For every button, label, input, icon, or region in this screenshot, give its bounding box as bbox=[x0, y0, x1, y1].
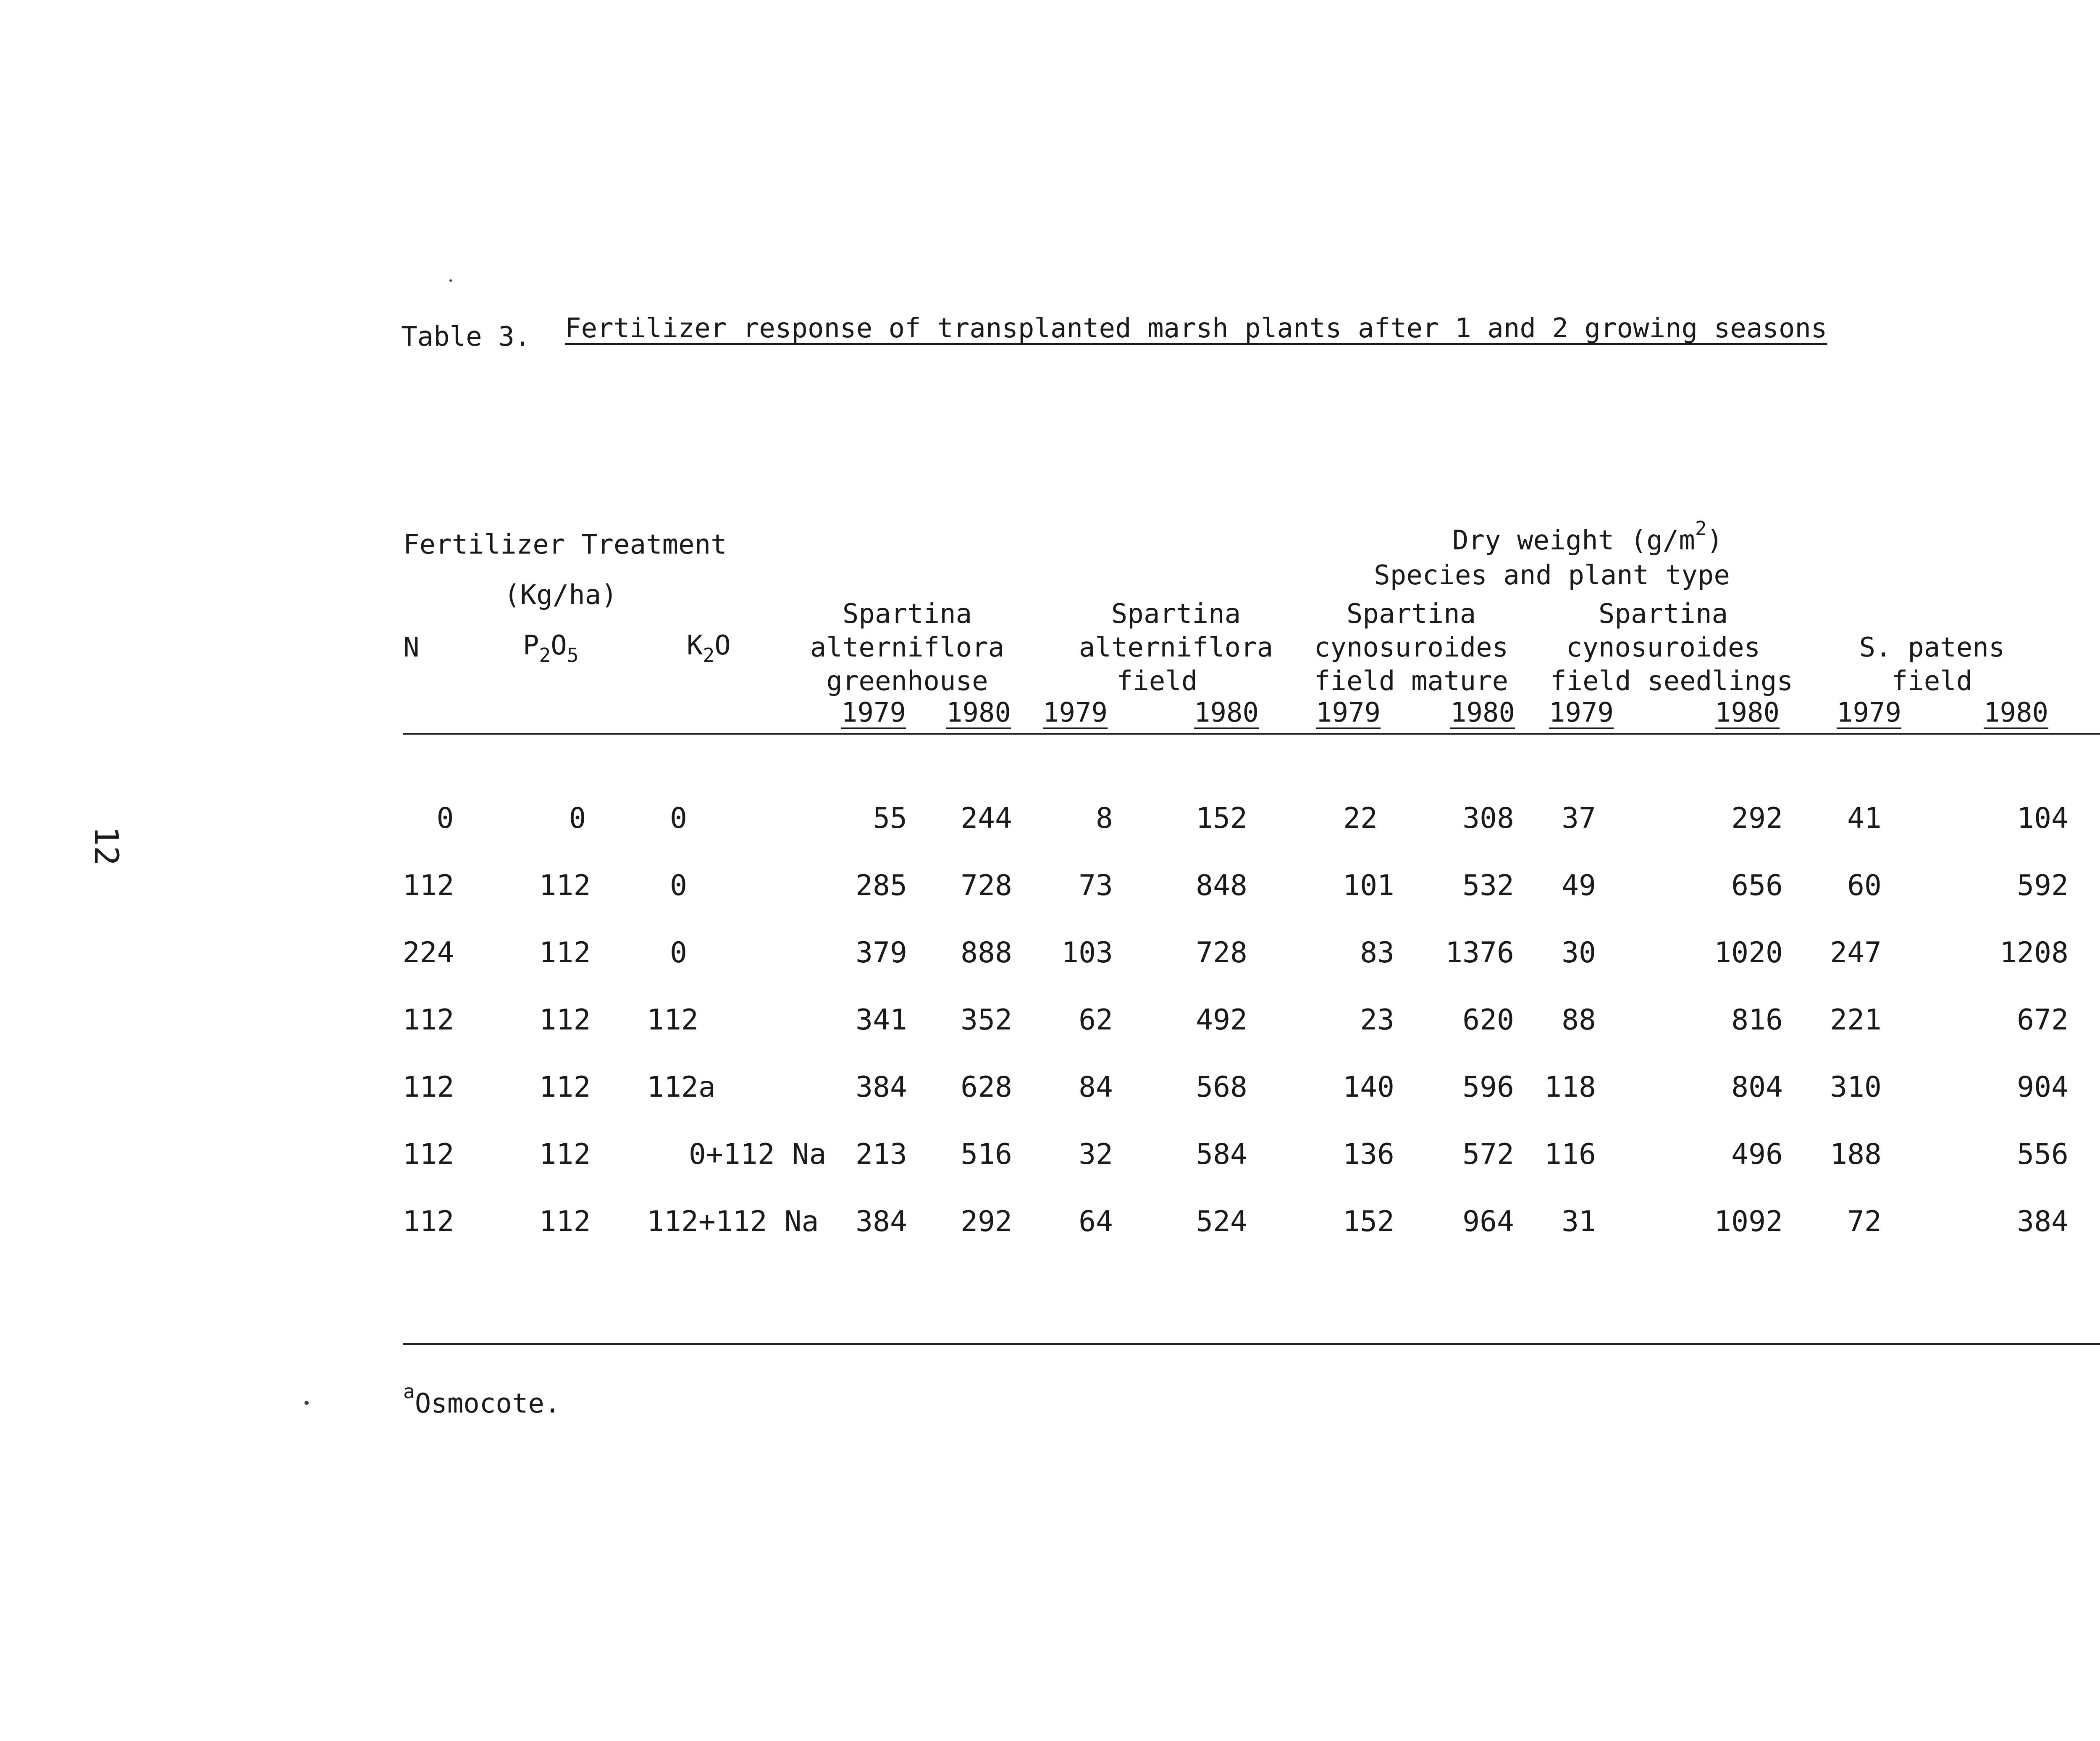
n-cell: 112 bbox=[402, 1071, 454, 1104]
value-cell: 31 bbox=[1562, 1205, 1596, 1238]
value-cell: 532 bbox=[1462, 869, 1514, 902]
value-cell: 8 bbox=[1096, 802, 1113, 835]
species-line2: alterniflora bbox=[1079, 632, 1273, 663]
value-cell: 292 bbox=[1731, 802, 1783, 835]
n-cell: 0 bbox=[436, 802, 454, 835]
species-line3: field bbox=[1891, 666, 1973, 697]
n-cell: 112 bbox=[402, 1138, 454, 1171]
year-header: 1979 bbox=[1549, 697, 1614, 728]
year-header: 1979 bbox=[841, 697, 906, 728]
units-label: (Kg/ha) bbox=[504, 580, 617, 611]
n-cell: 112 bbox=[402, 1205, 454, 1238]
value-cell: 285 bbox=[856, 869, 907, 902]
p-cell: 112 bbox=[539, 1138, 591, 1171]
value-cell: 116 bbox=[1544, 1138, 1596, 1171]
page-number: 12 bbox=[87, 826, 125, 866]
value-cell: 30 bbox=[1562, 936, 1596, 969]
value-cell: 672 bbox=[2017, 1003, 2068, 1037]
value-cell: 104 bbox=[2017, 802, 2068, 835]
value-cell: 628 bbox=[961, 1071, 1012, 1104]
value-cell: 596 bbox=[1462, 1071, 1514, 1104]
value-cell: 964 bbox=[1462, 1205, 1514, 1238]
value-cell: 384 bbox=[856, 1205, 907, 1238]
year-header: 1980 bbox=[1714, 697, 1780, 728]
value-cell: 1208 bbox=[2000, 936, 2068, 969]
value-cell: 384 bbox=[856, 1071, 907, 1104]
value-cell: 384 bbox=[2017, 1205, 2068, 1238]
species-line1: Spartina bbox=[1598, 599, 1728, 630]
value-cell: 62 bbox=[1079, 1003, 1113, 1037]
p-cell: 112 bbox=[539, 936, 591, 969]
value-cell: 221 bbox=[1830, 1003, 1882, 1037]
p-cell: 0 bbox=[569, 802, 586, 835]
value-cell: 152 bbox=[1343, 1205, 1394, 1238]
value-cell: 41 bbox=[1847, 802, 1882, 835]
footnote: $^a$Osmocote. bbox=[403, 1380, 561, 1419]
value-cell: 84 bbox=[1079, 1071, 1113, 1104]
value-cell: 213 bbox=[856, 1138, 907, 1171]
value-cell: 247 bbox=[1830, 936, 1882, 969]
species-line3: field mature bbox=[1314, 666, 1509, 697]
footer-rule bbox=[403, 1343, 2100, 1345]
value-cell: 496 bbox=[1731, 1138, 1783, 1171]
p-cell: 112 bbox=[539, 1003, 591, 1037]
value-cell: 308 bbox=[1462, 802, 1514, 835]
value-cell: 152 bbox=[1196, 802, 1247, 835]
year-header: 1980 bbox=[1450, 697, 1515, 728]
value-cell: 88 bbox=[1562, 1003, 1596, 1037]
year-header: 1980 bbox=[1194, 697, 1259, 728]
scan-speck bbox=[304, 1401, 309, 1405]
value-cell: 310 bbox=[1830, 1071, 1882, 1104]
value-cell: 1092 bbox=[1714, 1205, 1783, 1238]
value-cell: 584 bbox=[1196, 1138, 1247, 1171]
value-cell: 136 bbox=[1343, 1138, 1394, 1171]
species-line1: Spartina bbox=[1111, 599, 1241, 630]
species-line3: field seedlings bbox=[1550, 666, 1793, 697]
table-title: Fertilizer response of transplanted marsh plants after 1 and 2 growing seasons bbox=[565, 313, 1827, 344]
value-cell: 55 bbox=[873, 802, 907, 835]
value-cell: 22 bbox=[1343, 802, 1378, 835]
value-cell: 244 bbox=[961, 802, 1012, 835]
value-cell: 728 bbox=[961, 869, 1012, 902]
header-rule bbox=[403, 733, 2100, 735]
value-cell: 37 bbox=[1562, 802, 1596, 835]
k-cell: 0 bbox=[670, 802, 687, 835]
value-cell: 656 bbox=[1731, 869, 1783, 902]
value-cell: 620 bbox=[1462, 1003, 1514, 1037]
k-cell: 112+112 Na bbox=[647, 1205, 819, 1238]
value-cell: 816 bbox=[1731, 1003, 1783, 1037]
value-cell: 101 bbox=[1343, 869, 1394, 902]
species-line2: cynosuroides bbox=[1566, 632, 1761, 663]
value-cell: 592 bbox=[2017, 869, 2068, 902]
value-cell: 292 bbox=[961, 1205, 1012, 1238]
k-cell: 0 bbox=[670, 936, 687, 969]
value-cell: 1020 bbox=[1714, 936, 1783, 969]
value-cell: 524 bbox=[1196, 1205, 1247, 1238]
value-cell: 72 bbox=[1847, 1205, 1882, 1238]
value-cell: 728 bbox=[1196, 936, 1247, 969]
value-cell: 904 bbox=[2017, 1071, 2068, 1104]
value-cell: 804 bbox=[1731, 1071, 1783, 1104]
p2o5-column-header: $P_2O_5$ bbox=[523, 630, 579, 667]
value-cell: 1376 bbox=[1445, 936, 1514, 969]
k2o-column-header: $K_2O$ bbox=[687, 630, 731, 667]
dry-weight-header: Dry weight $(g/m^2)$ bbox=[1452, 517, 1723, 556]
value-cell: 83 bbox=[1360, 936, 1394, 969]
value-cell: 341 bbox=[856, 1003, 907, 1037]
value-cell: 64 bbox=[1079, 1205, 1113, 1238]
value-cell: 352 bbox=[961, 1003, 1012, 1037]
p-cell: 112 bbox=[539, 1205, 591, 1238]
species-line1: Spartina bbox=[842, 599, 972, 630]
value-cell: 572 bbox=[1462, 1138, 1514, 1171]
k-cell: 112 bbox=[647, 1003, 698, 1037]
value-cell: 32 bbox=[1079, 1138, 1113, 1171]
year-header: 1980 bbox=[946, 697, 1011, 728]
treatment-header: Fertilizer Treatment bbox=[403, 529, 727, 560]
value-cell: 140 bbox=[1343, 1071, 1394, 1104]
value-cell: 848 bbox=[1196, 869, 1247, 902]
value-cell: 516 bbox=[961, 1138, 1012, 1171]
k-cell: 0+112 Na bbox=[689, 1138, 827, 1171]
species-line2: alterniflora bbox=[810, 632, 1005, 663]
value-cell: 556 bbox=[2017, 1138, 2068, 1171]
value-cell: 568 bbox=[1196, 1071, 1247, 1104]
species-header: Species and plant type bbox=[1374, 560, 1730, 591]
p-cell: 112 bbox=[539, 1071, 591, 1104]
table-label: Table 3. bbox=[401, 321, 531, 352]
species-line3: greenhouse bbox=[826, 666, 988, 697]
species-line2: cynosuroides bbox=[1314, 632, 1509, 663]
n-cell: 112 bbox=[402, 1003, 454, 1037]
k-cell: 0 bbox=[670, 869, 687, 902]
value-cell: 23 bbox=[1360, 1003, 1394, 1037]
species-line1: Spartina bbox=[1346, 599, 1476, 630]
n-cell: 224 bbox=[402, 936, 454, 969]
year-header: 1979 bbox=[1836, 697, 1902, 728]
year-header: 1979 bbox=[1042, 697, 1108, 728]
value-cell: 888 bbox=[961, 936, 1012, 969]
p-cell: 112 bbox=[539, 869, 591, 902]
value-cell: 492 bbox=[1196, 1003, 1247, 1037]
value-cell: 103 bbox=[1061, 936, 1113, 969]
value-cell: 73 bbox=[1079, 869, 1113, 902]
n-column-header: N bbox=[403, 632, 420, 663]
value-cell: 118 bbox=[1544, 1071, 1596, 1104]
value-cell: 188 bbox=[1830, 1138, 1882, 1171]
k-cell: 112a bbox=[647, 1071, 716, 1104]
value-cell: 379 bbox=[856, 936, 907, 969]
n-cell: 112 bbox=[402, 869, 454, 902]
species-line2: S. patens bbox=[1859, 632, 2005, 663]
value-cell: 49 bbox=[1562, 869, 1596, 902]
scan-speck bbox=[449, 279, 452, 282]
year-header: 1980 bbox=[1983, 697, 2049, 728]
year-header: 1979 bbox=[1315, 697, 1381, 728]
species-line3: field bbox=[1116, 666, 1198, 697]
value-cell: 60 bbox=[1847, 869, 1882, 902]
